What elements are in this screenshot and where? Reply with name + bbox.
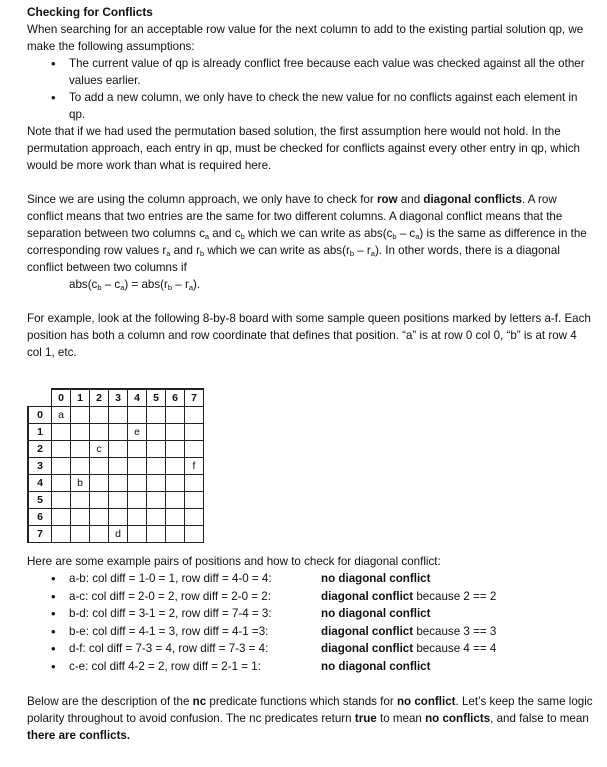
board-col-header: 5 <box>147 389 166 407</box>
board-cell <box>90 526 109 543</box>
example-description: b-e: col diff = 4-1 = 3, row diff = 4-1 =3: <box>69 624 269 638</box>
queen-position-cell: d <box>109 526 128 543</box>
example-result: diagonal conflict because 4 == 4 <box>321 642 497 655</box>
board-row <box>28 407 204 424</box>
board-cell <box>109 407 128 424</box>
board-row-header: 2 <box>28 441 52 458</box>
board-cell <box>166 441 185 458</box>
board-cell <box>71 509 90 526</box>
board-cell <box>128 492 147 509</box>
example-item <box>27 623 593 641</box>
board-row <box>28 441 204 458</box>
board-cell <box>147 475 166 492</box>
board-col-header: 3 <box>109 389 128 407</box>
board-cell <box>166 424 185 441</box>
board-col-header: 4 <box>128 389 147 407</box>
example-item <box>27 605 593 623</box>
board-cell <box>166 526 185 543</box>
board-cell <box>71 492 90 509</box>
board-cell <box>166 509 185 526</box>
board-cell <box>90 407 109 424</box>
column-approach-paragraph: Since we are using the column approach, we only have to check for row and diagonal conflicts. A row conflict means that two entries are the same for two different columns. A diagonal conflict means that the separation between two columns $c_a$ and $c_b$ which we can write as $abs(c_b - c_a)$ is the same as difference in the corresponding row values $r_a$ and $r_b$ which we can write as $abs(r_b - r_a)$. In other words, there is a diagonal conflict between two columns if <box>27 193 587 274</box>
board-cell <box>185 475 204 492</box>
board-cell <box>52 526 71 543</box>
example-result: diagonal conflict because 3 == 3 <box>321 624 497 638</box>
queen-position-cell: e <box>128 424 147 441</box>
examples-list <box>27 570 593 675</box>
board-cell <box>52 492 71 509</box>
board-cell <box>109 458 128 475</box>
board-cell <box>90 458 109 475</box>
diagonal-formula: $abs(c_b - c_a) = abs(r_b - r_a)$. <box>69 278 201 292</box>
examples-section <box>27 553 593 675</box>
queen-position-cell: f <box>185 458 204 475</box>
example-description: a-c: col diff = 2-0 = 2, row diff = 2-0 = 2: <box>69 589 271 603</box>
board-cell <box>147 526 166 543</box>
example-description: b-d: col diff = 3-1 = 2, row diff = 7-4 = 3: <box>69 607 272 620</box>
example-item <box>27 640 593 658</box>
assumption-item: • To add a new column, we only have to check the new value for no conflicts against each element in qp. <box>27 89 593 123</box>
queen-position-cell: b <box>71 475 90 492</box>
board-row-header: 3 <box>28 458 52 475</box>
board-cell <box>166 407 185 424</box>
board-cell <box>90 509 109 526</box>
board-row-header: 1 <box>28 424 52 441</box>
example-description: c-e: col diff 4-2 = 2, row diff = 2-1 = 1: <box>69 659 261 673</box>
board-cell <box>71 441 90 458</box>
board-cell <box>109 424 128 441</box>
board-cell <box>166 492 185 509</box>
board-cell <box>185 492 204 509</box>
document-page <box>27 4 593 744</box>
example-description: d-f: col diff = 7-3 = 4, row diff = 7-3 = 4: <box>69 642 269 655</box>
board-row <box>28 526 204 543</box>
example-result: no diagonal conflict <box>321 572 431 585</box>
board-cell <box>166 458 185 475</box>
board-cell <box>128 509 147 526</box>
note-paragraph: Note that if we had used the permutation based solution, the first assumption here would not hold. In the permutation approach, each entry in qp, must be checked for conflicts against every other entry in qp, which would be more work than what is required here. <box>27 125 580 172</box>
board-row-header: 7 <box>28 526 52 543</box>
board-cell <box>52 458 71 475</box>
board-corner <box>28 389 52 407</box>
closing-paragraph: Below are the description of the nc predicate functions which stands for no conflict. Let’s keep the same logic polarity throughout to avoid confusion. The nc predicates return true to mean no conflicts, and false to mean there are conflicts. <box>27 695 593 742</box>
board-cell <box>147 509 166 526</box>
board-row <box>28 424 204 441</box>
board-intro-paragraph: For example, look at the following 8-by-8 board with some sample queen positions marked by letters a-f. Each position has both a column and row coordinate that defines that position. “a” is at row 0 col 0, “b” is at row 4 col 1, etc. <box>27 312 591 359</box>
example-result: no diagonal conflict <box>321 659 431 673</box>
example-item <box>27 658 593 676</box>
board-cell <box>71 407 90 424</box>
queen-position-cell: c <box>90 441 109 458</box>
assumption-item: • The current value of qp is already conflict free because each value was checked against all the other values earlier. <box>27 55 593 89</box>
board-cell <box>128 407 147 424</box>
board-cell <box>185 407 204 424</box>
board-cell <box>109 441 128 458</box>
intro-paragraph: When searching for an acceptable row value for the next column to add to the existing partial solution qp, we make the following assumptions: <box>27 23 584 53</box>
board-cell <box>185 509 204 526</box>
board-cell <box>109 492 128 509</box>
board-cell <box>128 458 147 475</box>
board-row-header: 6 <box>28 509 52 526</box>
board-row <box>28 458 204 475</box>
board-cell <box>71 424 90 441</box>
board-col-header: 0 <box>52 389 71 407</box>
section-title: Checking for Conflicts <box>27 5 153 19</box>
board-cell <box>185 441 204 458</box>
board-cell <box>52 424 71 441</box>
example-item <box>27 570 593 588</box>
board-cell <box>90 424 109 441</box>
board-col-header: 1 <box>71 389 90 407</box>
board-cell <box>128 526 147 543</box>
board-row <box>28 492 204 509</box>
board-cell <box>147 424 166 441</box>
board-col-header: 7 <box>185 389 204 407</box>
board-cell <box>147 441 166 458</box>
board-row-header: 4 <box>28 475 52 492</box>
board-cell <box>52 475 71 492</box>
assumptions-list <box>27 55 593 123</box>
board-cell <box>90 475 109 492</box>
board-cell <box>128 475 147 492</box>
board-cell <box>147 492 166 509</box>
board-col-header: 2 <box>90 389 109 407</box>
example-result: diagonal conflict because 2 == 2 <box>321 589 497 603</box>
board-row-header: 0 <box>28 407 52 424</box>
board-cell <box>109 475 128 492</box>
board-row <box>28 509 204 526</box>
board-cell <box>128 441 147 458</box>
board-cell <box>90 492 109 509</box>
board-cell <box>52 509 71 526</box>
board-cell <box>147 407 166 424</box>
board-row-header: 5 <box>28 492 52 509</box>
board-cell <box>52 441 71 458</box>
examples-intro: Here are some example pairs of positions and how to check for diagonal conflict: <box>27 555 441 568</box>
example-result: no diagonal conflict <box>321 607 431 620</box>
chess-board-table <box>27 388 204 543</box>
board-col-header: 6 <box>166 389 185 407</box>
board-row <box>28 475 204 492</box>
board-cell <box>71 458 90 475</box>
board-cell <box>109 509 128 526</box>
board-cell <box>166 475 185 492</box>
queen-position-cell: a <box>52 407 71 424</box>
example-description: a-b: col diff = 1-0 = 1, row diff = 4-0 = 4: <box>69 572 272 585</box>
board-cell <box>147 458 166 475</box>
board-cell <box>185 526 204 543</box>
board-cell <box>71 526 90 543</box>
example-item <box>27 588 593 606</box>
board-cell <box>185 424 204 441</box>
